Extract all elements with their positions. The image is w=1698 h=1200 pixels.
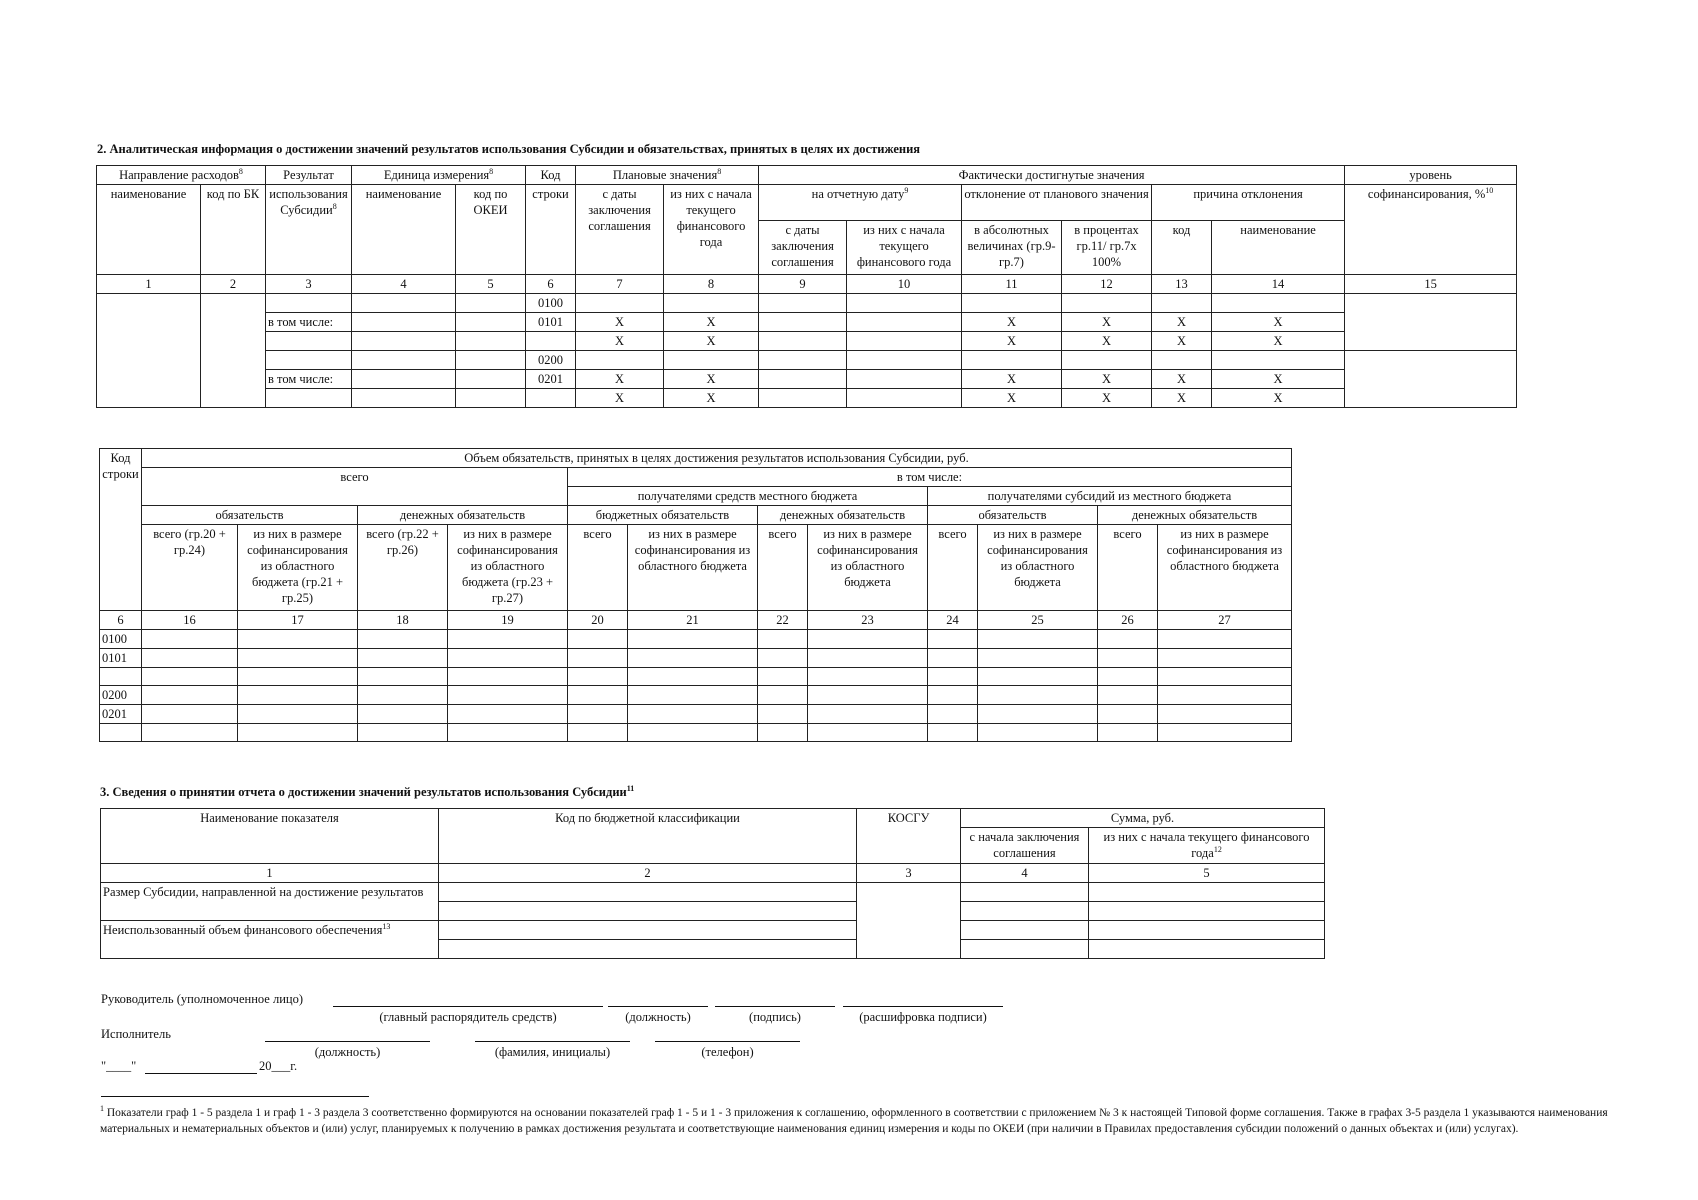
h-fact: Фактически достигнутые значения [759, 166, 1345, 185]
table-row: в том числе: 0101 X X X X X X [97, 313, 1517, 332]
analytics-table [96, 165, 1517, 408]
sign-caption: (должность) [625, 1010, 691, 1024]
head-label: Руководитель (уполномоченное лицо) [101, 992, 304, 1006]
h2-incl: в том числе: [568, 468, 1292, 487]
sign-line [333, 1006, 603, 1007]
h-f-cur: из них с начала текущего финансового года [847, 221, 962, 275]
footnote: $^1$ Показатели граф 1 - 5 раздела 1 и граф 1 - 3 раздела 3 соответственно формируются на основании показателей граф 1 - 5 и 1 - 3 приложения к соглашению, оформленного в соответствии с приложением № 3 к настоящей Типовой форме соглашения. Также в графах 3-5 раздела 1 указываются наименования материальных и нематериальных объектов и (или) услуг, планируемых к получению в рамках достижения результата и соответствующие наименования единиц измерения и коды по ОКЕИ (при наличии в Правилах предоставления субсидии положений о данных объектах и (или) услугах). [100, 1104, 1608, 1135]
h-p-from: с даты заключения соглашения [576, 185, 664, 275]
sign-line [265, 1041, 430, 1042]
sign-line [655, 1041, 800, 1042]
table-row: 0200 [100, 686, 1292, 705]
table-row: 0100 [100, 630, 1292, 649]
sign-caption: (расшифровка подписи) [859, 1010, 987, 1024]
h-plan: Плановые значения$^8$ [576, 166, 759, 185]
h-f-date: на отчетную дату$^9$ [759, 185, 962, 221]
h-unit: Единица измерения$^8$ [352, 166, 526, 185]
footnote-separator [101, 1096, 369, 1097]
sign-caption: (фамилия, инициалы) [494, 1045, 611, 1059]
h-code: Код [526, 166, 576, 185]
col-numbers-2: 6 16 17 18 19 20 21 22 23 24 25 26 27 [100, 611, 1292, 630]
table-row: 0201 [100, 705, 1292, 724]
table-row: X X X X X X [97, 332, 1517, 351]
section-3-title: 3. Сведения о принятии отчета о достижении значений результатов использования Субсидии$^{11}$ [100, 783, 635, 799]
sign-caption: (главный распорядитель средств) [379, 1010, 557, 1024]
sign-line [475, 1041, 630, 1042]
table-row [100, 724, 1292, 742]
date-line [145, 1073, 257, 1074]
h-rows: строки [526, 185, 576, 275]
executor-label: Исполнитель [101, 1027, 171, 1041]
h-res: Результат [266, 166, 352, 185]
sign-caption: (должность) [314, 1045, 381, 1059]
table-row: в том числе: 0201 X X X X X X [97, 370, 1517, 389]
h-okei: код по ОКЕИ [456, 185, 526, 275]
h-p-cur: из них с начала текущего финансового года [664, 185, 759, 275]
h2-code: Код строки [100, 449, 142, 611]
table-row: 0200 [97, 351, 1517, 370]
report-acceptance-table: Наименование показателя Код по бюджетной классификации КОСГУ Сумма, руб. с начала заключения соглашения из них с начала текущего финансового года$^{12}$ 1 2 3 4 5 Размер Субсидии, направленной на достижение результатов Неиспользованный объем финансового обеспечения$^{13}$ [100, 808, 1325, 959]
table-row: Размер Субсидии, направленной на достижение результатов [101, 883, 1325, 902]
h-naim: наименование [1212, 221, 1345, 275]
table-row: X X X X X X [97, 389, 1517, 408]
h-level2: софинансирования, %$^{10}$ [1345, 185, 1517, 275]
obligations-table: Код строки Объем обязательств, принятых в целях достижения результатов использования Субсидии, руб. всего в том числе: получателями средств местного бюджета получателями субсидий из местного бюджета обязательств денежных обязательств бюджетных обязательств денежных обязательств обязательств денежных обязательств всего (гр.20 + гр.24) из них в размере софинансирования из областного бюджета (гр.21 + гр.25) всего (гр.22 + гр.26) из них в размере софинансирования из областного бюджета (гр.23 + гр.27) всего из них в размере софинансирования из областного бюджета всего из них в размере софинансирования из областного бюджета всего из них в размере софинансирования из областного бюджета всего из них в размере софинансирования из областного бюджета 6 16 17 18 19 20 21 22 23 24 25 26 27 0100 0101 0200 0201 [99, 448, 1292, 742]
h-bk: код по БК [201, 185, 266, 275]
table-row: Неиспользованный объем финансового обеспечения$^{13}$ [101, 921, 1325, 940]
col-numbers: 1 2 3 4 5 6 7 8 9 10 11 12 13 14 15 [97, 275, 1517, 294]
col-numbers-3: 1 2 3 4 5 [101, 864, 1325, 883]
h-f-reason: причина отклонения [1152, 185, 1345, 221]
h2-recv-sub: получателями субсидий из местного бюджета [928, 487, 1292, 506]
date-quote: "____" [101, 1059, 137, 1073]
sign-caption: (телефон) [701, 1045, 754, 1059]
sign-caption: (подпись) [749, 1010, 801, 1024]
sign-line [608, 1006, 708, 1007]
sign-line [843, 1006, 1003, 1007]
h-dir: Направление расходов$^8$ [97, 166, 266, 185]
table-row: 0100 [97, 294, 1517, 313]
section-2-title: 2. Аналитическая информация о достижении значений результатов использования Субсидии и обязательствах, принятых в целях их достижения [97, 142, 921, 156]
sign-line [715, 1006, 835, 1007]
h-abs: в абсолютных величинах (гр.9-гр.7) [962, 221, 1062, 275]
h-level: уровень [1345, 166, 1517, 185]
h2-recv-local: получателями средств местного бюджета [568, 487, 928, 506]
date-year: 20___г. [259, 1059, 298, 1073]
h-f-dev: отклонение от планового значения [962, 185, 1152, 221]
h-pct: в процентах гр.11/ гр.7х 100% [1062, 221, 1152, 275]
h-res2: использования Субсидии$^8$ [266, 185, 352, 275]
h2-total: всего [142, 468, 568, 506]
table-row: 0101 [100, 649, 1292, 668]
h-uname: наименование [352, 185, 456, 275]
h2-main: Объем обязательств, принятых в целях достижения результатов использования Субсидии, руб. [142, 449, 1292, 468]
h-f-from: с даты заключения соглашения [759, 221, 847, 275]
h-name: наименование [97, 185, 201, 275]
table-row [100, 668, 1292, 686]
h-kod: код [1152, 221, 1212, 275]
